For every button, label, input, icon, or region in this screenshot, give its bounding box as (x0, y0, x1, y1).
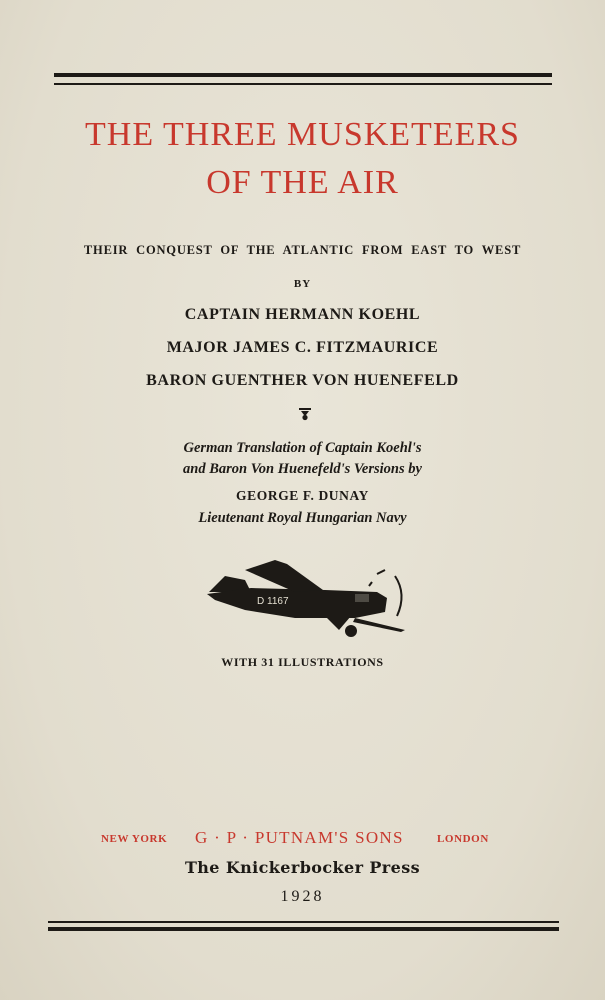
translation-line-2: and Baron Von Huenefeld's Versions by (183, 461, 422, 477)
subtitle: THEIR CONQUEST OF THE ATLANTIC FROM EAST TO WEST (83, 243, 522, 257)
top-rule-thin (54, 83, 552, 85)
city-london: LONDON (437, 833, 489, 845)
title-line-1: THE THREE MUSKETEERS (85, 116, 520, 153)
translator-name: GEORGE F. DUNAY (236, 488, 369, 503)
city-new-york: NEW YORK (101, 833, 168, 845)
press-name: The Knickerbocker Press (184, 858, 421, 877)
plane-registration: D 1167 (257, 596, 289, 607)
illustrations-note: WITH 31 ILLUSTRATIONS (221, 655, 384, 669)
imprint-line (0, 828, 605, 852)
bottom-rule-thin (48, 921, 559, 923)
translator-rank: Lieutenant Royal Hungarian Navy (198, 510, 407, 526)
publication-year: 1928 (280, 888, 325, 905)
author-huenefeld: BARON GUENTHER VON HUENEFELD (146, 372, 459, 389)
publisher-name: G · P · PUTNAM'S SONS (195, 828, 404, 847)
author-koehl: CAPTAIN HERMANN KOEHL (184, 306, 421, 323)
title-line-2: OF THE AIR (206, 164, 399, 201)
ornament-icon (296, 407, 314, 421)
translation-line-1: German Translation of Captain Koehl's (183, 440, 422, 456)
top-rule-thick (54, 73, 552, 77)
airplane-illustration (205, 560, 410, 642)
author-fitzmaurice: MAJOR JAMES C. FITZMAURICE (166, 339, 439, 356)
by-label: BY (293, 278, 312, 290)
bottom-rule-thick (48, 927, 559, 931)
